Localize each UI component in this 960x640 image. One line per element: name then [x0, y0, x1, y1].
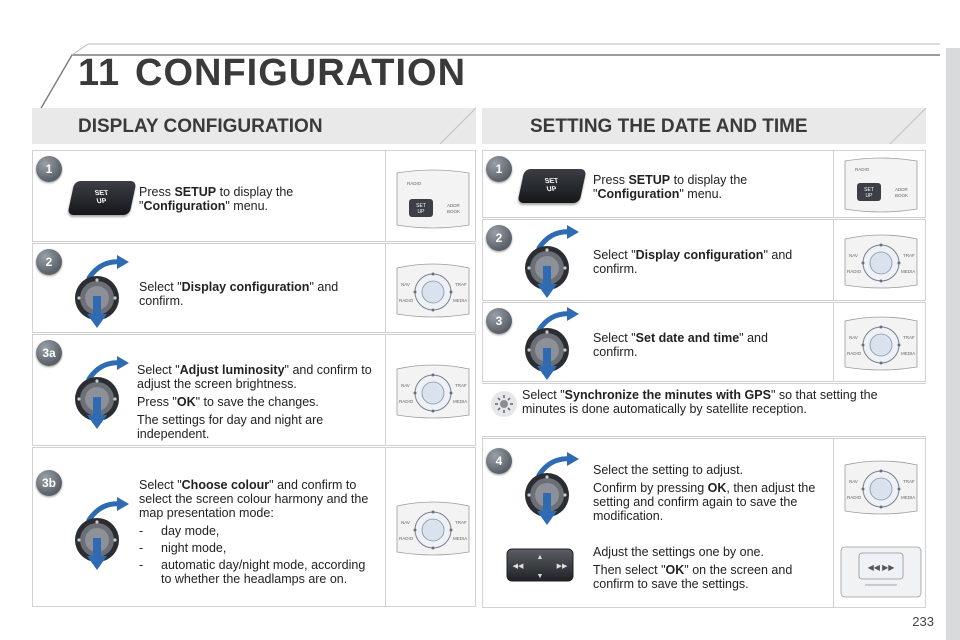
- right-section-title: SETTING THE DATE AND TIME: [530, 116, 808, 137]
- right-step-4: [482, 438, 926, 608]
- left-section-title: DISPLAY CONFIGURATION: [78, 116, 323, 137]
- page-edge-strip: [946, 48, 960, 640]
- left-step-1: [32, 150, 476, 242]
- page-number: 233: [912, 614, 934, 629]
- svg-text:MEDIA: MEDIA: [901, 351, 916, 356]
- left-step-3a-text: Select "Adjust luminosity" and confirm to adjust the screen brightness. Press "OK" to save the changes. The settings for day and night are independent.: [137, 363, 372, 441]
- step-badge: 3: [486, 308, 512, 334]
- svg-text:BOOK: BOOK: [895, 193, 909, 198]
- nav-panel-illustration: [841, 455, 921, 519]
- svg-text:TRAF: TRAF: [455, 282, 467, 287]
- svg-text:UP: UP: [865, 193, 873, 199]
- screen-panel-illustration: [839, 543, 923, 601]
- right-tip-text: Select "Synchronize the minutes with GPS" so that setting the minutes is done automatically by satellite reception.: [522, 388, 878, 416]
- step-badge: 1: [36, 156, 62, 182]
- left-step-2: [32, 243, 476, 333]
- right-step-1-text: Press SETUP to display the "Configuration" menu.: [593, 173, 748, 201]
- setup-button: SET UP: [517, 169, 586, 203]
- rotary-knob-illustration: [513, 304, 583, 382]
- svg-text:RADIO: RADIO: [847, 351, 862, 356]
- right-tip: [482, 383, 926, 437]
- right-step-3-text: Select "Set date and time" and confirm.: [593, 331, 768, 359]
- left-step-3b-text: Select "Choose colour" and confirm to select the screen colour harmony and the map presentation mode: - day mode, - night mode, - automatic day/night mode, according to whether the headlamps are on.: [139, 478, 369, 586]
- svg-text:RADIO: RADIO: [399, 399, 414, 404]
- rotary-knob-illustration: [63, 252, 133, 330]
- chapter-number: 11: [78, 52, 121, 94]
- chapter-title: CONFIGURATION: [135, 52, 467, 94]
- svg-text:◀◀ ▶▶: ◀◀ ▶▶: [867, 563, 895, 572]
- right-step-4-text-a: Select the setting to adjust. Confirm by pressing OK, then adjust the setting and confirm again to save the modification.: [593, 463, 816, 523]
- nav-panel-illustration: [393, 496, 473, 560]
- svg-text:RADIO: RADIO: [847, 269, 862, 274]
- svg-text:RADIO: RADIO: [847, 495, 862, 500]
- svg-text:ADDR: ADDR: [447, 203, 460, 208]
- right-step-3: [482, 302, 926, 382]
- left-step-3b: [32, 447, 476, 607]
- right-step-2: [482, 219, 926, 301]
- svg-text:◀◀: ◀◀: [512, 563, 524, 570]
- rotary-knob-illustration: [513, 449, 583, 527]
- right-step-4-text-b: Adjust the settings one by one. Then select "OK" on the screen and confirm to save the settings.: [593, 545, 793, 591]
- nav-panel-illustration: [841, 311, 921, 375]
- svg-text:TRAF: TRAF: [455, 383, 467, 388]
- rotary-knob-illustration: [63, 494, 133, 572]
- svg-text:▶▶: ▶▶: [556, 563, 568, 570]
- step-badge: 2: [36, 249, 62, 275]
- nav-panel-illustration: [841, 229, 921, 293]
- left-section-header: [32, 108, 476, 144]
- svg-text:MEDIA: MEDIA: [901, 269, 916, 274]
- svg-text:TRAF: TRAF: [903, 335, 915, 340]
- left-step-3a: [32, 334, 476, 446]
- svg-text:MEDIA: MEDIA: [901, 495, 916, 500]
- svg-text:RADIO: RADIO: [399, 536, 414, 541]
- svg-text:▲: ▲: [536, 554, 544, 561]
- step-badge: 3a: [36, 340, 62, 366]
- setup-panel-illustration: [841, 155, 921, 215]
- svg-text:RADIO: RADIO: [399, 298, 414, 303]
- svg-text:NAV: NAV: [401, 520, 410, 525]
- step-badge: 4: [486, 448, 512, 474]
- setup-button: SET UP: [67, 181, 136, 215]
- svg-text:NAV: NAV: [849, 479, 858, 484]
- left-step-2-text: Select "Display configuration" and confirm.: [139, 280, 339, 308]
- nav-panel-illustration: [393, 359, 473, 423]
- svg-text:NAV: NAV: [401, 282, 410, 287]
- svg-text:MEDIA: MEDIA: [453, 536, 468, 541]
- svg-text:TRAF: TRAF: [903, 253, 915, 258]
- svg-text:RADIO: RADIO: [407, 181, 422, 186]
- svg-text:ADDR: ADDR: [895, 187, 908, 192]
- rotary-knob-illustration: [63, 353, 133, 431]
- svg-text:TRAF: TRAF: [903, 479, 915, 484]
- right-section-header: [482, 108, 926, 144]
- right-step-2-text: Select "Display configuration" and confirm.: [593, 248, 793, 276]
- right-step-1: [482, 150, 926, 218]
- svg-text:TRAF: TRAF: [455, 520, 467, 525]
- tip-icon: [490, 390, 518, 418]
- control-pad-illustration: [505, 547, 575, 583]
- step-badge: 2: [486, 225, 512, 251]
- svg-text:NAV: NAV: [849, 253, 858, 258]
- svg-text:▼: ▼: [536, 573, 544, 580]
- svg-text:SET: SET: [416, 203, 426, 209]
- svg-text:NAV: NAV: [849, 335, 858, 340]
- step-badge: 1: [486, 156, 512, 182]
- left-step-1-text: Press SETUP to display the "Configuration" menu.: [139, 185, 294, 213]
- setup-panel-illustration: [393, 167, 473, 231]
- svg-text:MEDIA: MEDIA: [453, 298, 468, 303]
- svg-text:NAV: NAV: [401, 383, 410, 388]
- rotary-knob-illustration: [513, 222, 583, 300]
- svg-text:BOOK: BOOK: [447, 209, 461, 214]
- svg-text:SET: SET: [864, 187, 874, 193]
- step-badge: 3b: [36, 470, 62, 496]
- nav-panel-illustration: [393, 258, 473, 322]
- svg-text:UP: UP: [417, 209, 425, 215]
- svg-text:RADIO: RADIO: [855, 167, 870, 172]
- svg-text:MEDIA: MEDIA: [453, 399, 468, 404]
